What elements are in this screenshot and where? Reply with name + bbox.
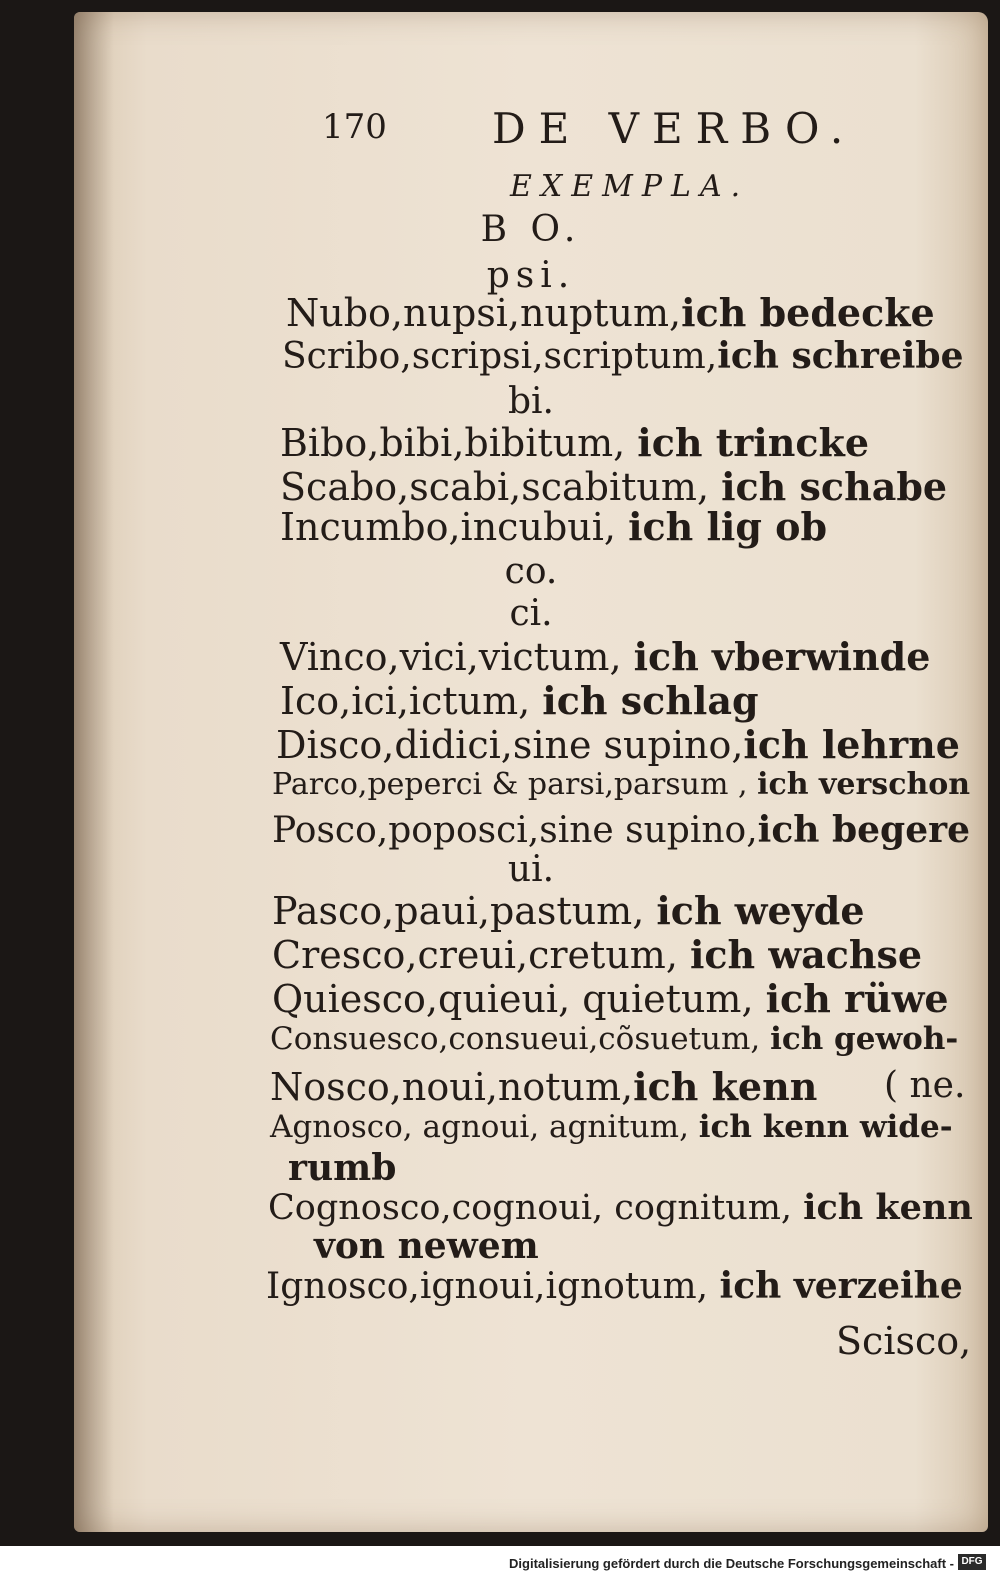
latin-forms: Quiesco,quieui, quietum, (272, 977, 766, 1021)
verb-entry (280, 504, 828, 549)
group-heading: bi. (507, 381, 554, 422)
german-gloss: ich wachse (689, 932, 923, 977)
latin-forms: Scabo,scabi,scabitum, (280, 465, 722, 509)
gloss-continuation: rumb (288, 1147, 397, 1189)
page-number: 170 (322, 107, 387, 147)
german-gloss: ich verzeihe (719, 1265, 963, 1307)
verb-entry (272, 976, 949, 1021)
german-gloss: ich schlag (542, 678, 759, 723)
margin-continuation: ( ne. (884, 1065, 966, 1106)
german-gloss: ich rüwe (765, 976, 949, 1021)
verb-entry (280, 678, 759, 723)
footer-credit: Digitalisierung gefördert durch die Deutsche Forschungsgemeinschaft - (509, 1556, 954, 1571)
verb-entry (286, 290, 935, 335)
group-heading: ci. (509, 593, 553, 634)
latin-forms: Disco,didici,sine supino, (276, 723, 744, 767)
verb-entry (280, 464, 948, 509)
german-gloss: ich kenn (803, 1187, 973, 1228)
latin-forms: Bibo,bibi,bibitum, (280, 421, 638, 465)
verb-entry (272, 932, 923, 977)
german-gloss: ich schreibe (717, 335, 964, 377)
german-gloss: ich verschon (757, 767, 971, 802)
group-heading: co. (504, 551, 558, 592)
german-gloss: ich gewoh- (770, 1021, 959, 1057)
verb-entry (268, 1187, 973, 1228)
latin-forms: Consuesco,consueui,cõsuetum, (270, 1021, 771, 1057)
verb-entry (282, 335, 964, 377)
latin-forms: Parco,peperci & parsi,parsum , (272, 767, 758, 802)
catchword: Scisco, (836, 1319, 972, 1363)
german-gloss: ich vberwinde (633, 634, 931, 679)
verb-entry (266, 1265, 963, 1307)
latin-forms: Nosco,noui,notum, (270, 1065, 634, 1109)
latin-forms: Incumbo,incubui, (280, 505, 629, 549)
group-heading: psi. (486, 255, 576, 296)
latin-forms: Scribo,scripsi,scriptum, (282, 336, 718, 377)
gloss-continuation: von newem (314, 1225, 539, 1267)
book-page (74, 12, 988, 1532)
group-heading: B O. (480, 209, 582, 250)
latin-forms: Ignosco,ignoui,ignotum, (266, 1266, 720, 1307)
verb-entry (272, 809, 970, 851)
verb-entry (270, 1021, 959, 1057)
german-gloss: ich kenn (633, 1064, 818, 1109)
german-gloss: ich kenn wide- (698, 1109, 953, 1145)
verb-entry (270, 1064, 818, 1109)
german-gloss: ich bedecke (681, 290, 935, 335)
latin-forms: Posco,poposci,sine supino, (272, 810, 758, 851)
verb-entry (280, 634, 931, 679)
verb-entry (276, 722, 960, 767)
running-head: DE VERBO. (492, 104, 857, 153)
verb-entry (272, 888, 865, 933)
verb-entry (280, 420, 870, 465)
latin-forms: Agnosco, agnoui, agnitum, (270, 1109, 699, 1145)
verb-entry (272, 767, 971, 802)
german-gloss: ich schabe (721, 464, 948, 509)
latin-forms: Pasco,paui,pastum, (272, 889, 657, 933)
latin-forms: Cognosco,cognoui, cognitum, (268, 1188, 804, 1228)
dfg-logo: DFG (958, 1554, 986, 1570)
german-gloss: ich begere (757, 809, 970, 851)
latin-forms: Vinco,vici,victum, (280, 635, 634, 679)
german-gloss: ich weyde (656, 888, 865, 933)
latin-forms: Nubo,nupsi,nuptum, (286, 291, 682, 335)
latin-forms: Ico,ici,ictum, (280, 679, 543, 723)
german-gloss: ich lehrne (743, 722, 960, 767)
section-title: EXEMPLA. (510, 169, 750, 204)
verb-entry (270, 1109, 953, 1145)
german-gloss: ich lig ob (628, 504, 828, 549)
latin-forms: Cresco,creui,cretum, (272, 933, 690, 977)
group-heading: ui. (507, 849, 555, 890)
german-gloss: ich trincke (637, 420, 870, 465)
